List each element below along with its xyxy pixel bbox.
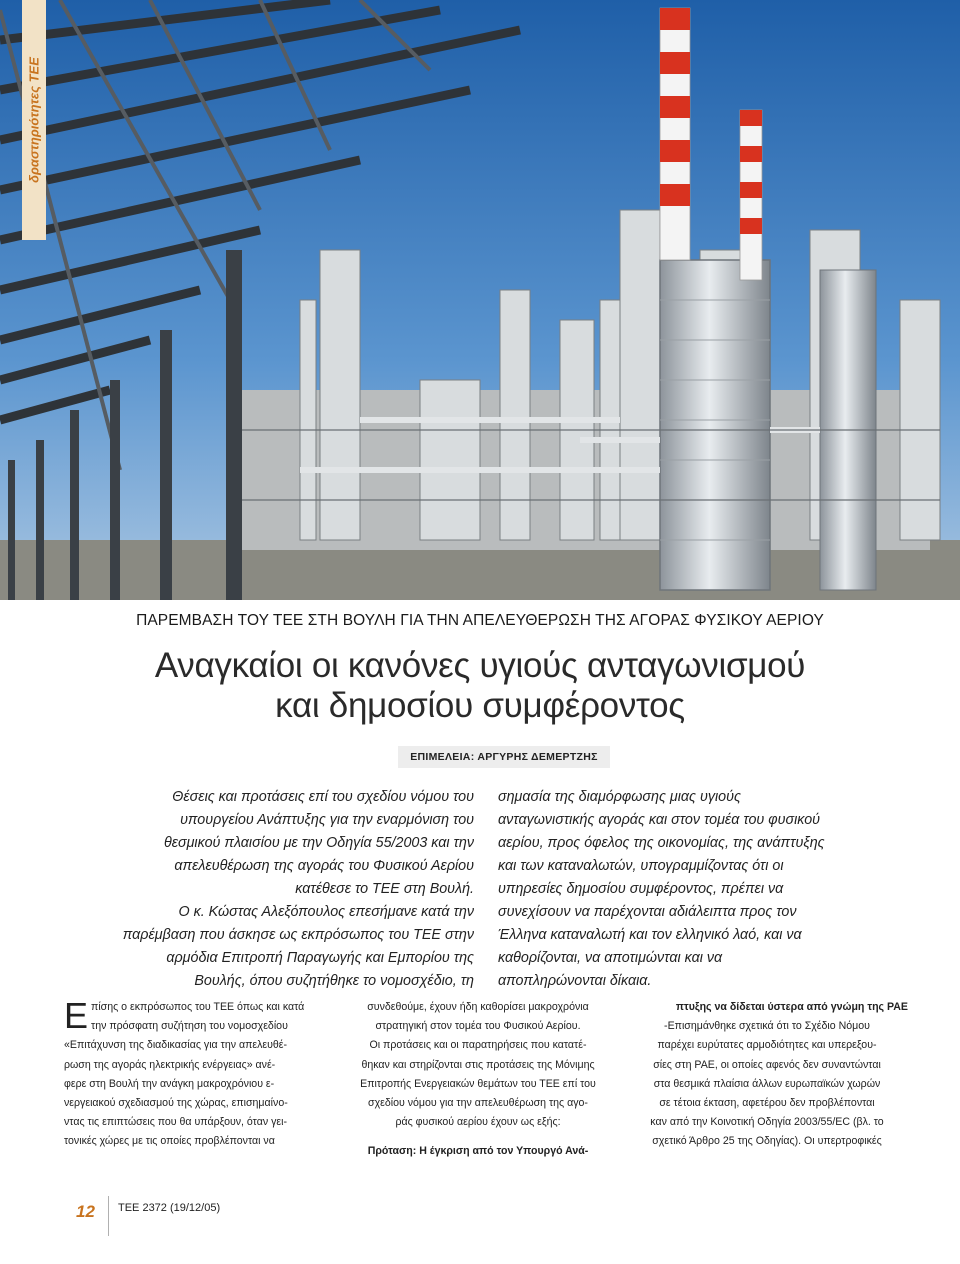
section-tab-label: δραστηριότητες ΤΕΕ xyxy=(26,57,42,183)
body-line: θηκαν και στηρίζονται στις προτάσεις της Μόνιμης xyxy=(361,1058,595,1071)
body-column-1 xyxy=(64,995,330,1152)
body-line: σίες στη ΡΑΕ, οι οποίες αφενός δεν συναντώνται xyxy=(653,1058,881,1071)
lead-line: Βουλής, όπου συζητήθηκε το νομοσχέδιο, τη xyxy=(194,973,474,989)
body-line: ντας τις επιπτώσεις που θα υπάρξουν, όταν γει- xyxy=(64,1116,287,1129)
body-line: καν από την Κοινοτική Οδηγία 2003/55/EC (βλ. το xyxy=(650,1116,884,1129)
lead-line: αερίου, προς όφελος της οικονομίας, της ανάπτυξης xyxy=(498,835,825,851)
body-line: ράς φυσικού αερίου έχουν ως εξής: xyxy=(395,1116,561,1129)
lead-line: καθορίζονται, να αποτιμώνται και να xyxy=(498,950,723,966)
body-line: σχεδίου νόμου για την απελευθέρωση της αγο- xyxy=(368,1097,588,1110)
page-number: 12 xyxy=(76,1202,95,1221)
body-line: παρέχει ευρύτατες αρμοδιότητες και υπερεξου- xyxy=(657,1039,877,1052)
body-line: πίσης ο εκπρόσωπος του ΤΕΕ όπως και κατά xyxy=(91,1001,305,1013)
lead-line: ανταγωνιστικής αγοράς και στον τομέα του φυσικού xyxy=(498,812,821,828)
body-line: τονικές χώρες με τις οποίες προβλέπονται να xyxy=(64,1135,275,1148)
lead-line: αρμόδια Επιτροπή Παραγωγής και Εμπορίου της xyxy=(166,950,474,966)
body-line: Οι προτάσεις και οι παρατηρήσεις που κατατέ- xyxy=(369,1039,587,1052)
lead-line: αποπληρώνονται δίκαια. xyxy=(498,973,652,989)
lead-line: Θέσεις και προτάσεις επί του σχεδίου νόμου του xyxy=(172,789,474,805)
drop-cap: Ε xyxy=(64,995,89,1036)
body-line: «Επιτάχυνση της διαδικασίας για την απελευθέ- xyxy=(64,1039,288,1052)
body-line: ρωση της αγοράς ηλεκτρικής ενέργειας» ανέ- xyxy=(64,1058,276,1071)
lead-paragraph-right xyxy=(498,786,898,993)
lead-line: παρέμβαση που άσκησε ως εκπρόσωπος του ΤΕΕ στην xyxy=(122,927,474,943)
body-line: Επιτροπής Ενεργειακών θεμάτων του ΤΕΕ επί του xyxy=(360,1077,596,1090)
editor-credit: ΕΠΙΜΕΛΕΙΑ: ΑΡΓΥΡΗΣ ΔΕΜΕΡΤΖΗΣ xyxy=(398,746,610,768)
body-column-3 xyxy=(626,998,908,1152)
body-column-2 xyxy=(350,998,606,1162)
body-line: φερε στη Βουλή την ανάγκη μακροχρόνιου ε- xyxy=(64,1077,275,1090)
proposal-heading-continued: πτυξης να δίδεται ύστερα από γνώμη της ΡΑΕ xyxy=(675,1001,908,1013)
lead-line: κατέθεσε το ΤΕΕ στη Βουλή. xyxy=(295,881,474,897)
body-line: -Επισημάνθηκε σχετικά ότι το Σχέδιο Νόμου xyxy=(664,1020,870,1033)
proposal-heading: Πρόταση: Η έγκριση από τον Υπουργό Ανά- xyxy=(367,1145,589,1158)
lead-line: Έλληνα καταναλωτή και τον ελληνικό λαό, και να xyxy=(498,927,802,943)
headline-line-1: Αναγκαίοι οι κανόνες υγιούς ανταγωνισμού xyxy=(154,646,806,685)
section-tab xyxy=(22,0,46,240)
refinery-photo xyxy=(0,0,960,600)
lead-line: υπηρεσίες δημοσίου συμφέροντος, πρέπει να xyxy=(498,881,784,897)
body-line: σχετικό Άρθρο 25 της Οδηγίας). Οι υπερτροφικές xyxy=(652,1135,882,1148)
lead-line: απελευθέρωση της αγοράς του Φυσικού Αερίου xyxy=(174,858,474,874)
lead-line: θεσμικού πλαισίου με την Οδηγία 55/2003 και την xyxy=(163,835,474,851)
lead-line: υπουργείου Ανάπτυξης για την εναρμόνιση του xyxy=(180,812,474,828)
body-line: στρατηγική στον τομέα του Φυσικού Αερίου. xyxy=(375,1020,581,1033)
refinery-illustration xyxy=(0,0,960,600)
issue-label: ΤΕΕ 2372 (19/12/05) xyxy=(118,1202,221,1214)
article-kicker: ΠΑΡΕΜΒΑΣΗ ΤΟΥ ΤΕΕ ΣΤΗ ΒΟΥΛΗ ΓΙΑ ΤΗΝ ΑΠΕΛΕΥΘΕΡΩΣΗ ΤΗΣ ΑΓΟΡΑΣ ΦΥΣΙΚΟΥ ΑΕΡΙΟΥ xyxy=(136,612,824,629)
headline-line-2: και δημοσίου συμφέροντος xyxy=(275,686,685,725)
body-line: σε τέτοια έκταση, αφετέρου δεν προβλέπονται xyxy=(659,1097,875,1110)
body-line: συνδεθούμε, έχουν ήδη καθορίσει μακροχρόνια xyxy=(367,1001,589,1013)
lead-line: συνεχίσουν να παρέχονται αδιάλειπτα προς τον xyxy=(498,904,797,920)
body-line: στα θεσμικά πλαίσια άλλων ευρωπαϊκών χωρών xyxy=(653,1077,881,1090)
lead-paragraph-left xyxy=(64,786,474,993)
footer-divider xyxy=(108,1196,109,1236)
lead-line: Ο κ. Κώστας Αλεξόπουλος επεσήμανε κατά την xyxy=(178,904,474,920)
body-line: νεργειακού σχεδιασμού της χώρας, επισημαίνο- xyxy=(64,1097,288,1110)
lead-line: σημασία της διαμόρφωσης μιας υγιούς xyxy=(498,789,741,805)
article-headline xyxy=(0,646,960,726)
body-line: την πρόσφατη συζήτηση του νομοσχεδίου xyxy=(91,1020,288,1033)
lead-line: και των καταναλωτών, υπογραμμίζοντας ότι οι xyxy=(498,858,784,874)
